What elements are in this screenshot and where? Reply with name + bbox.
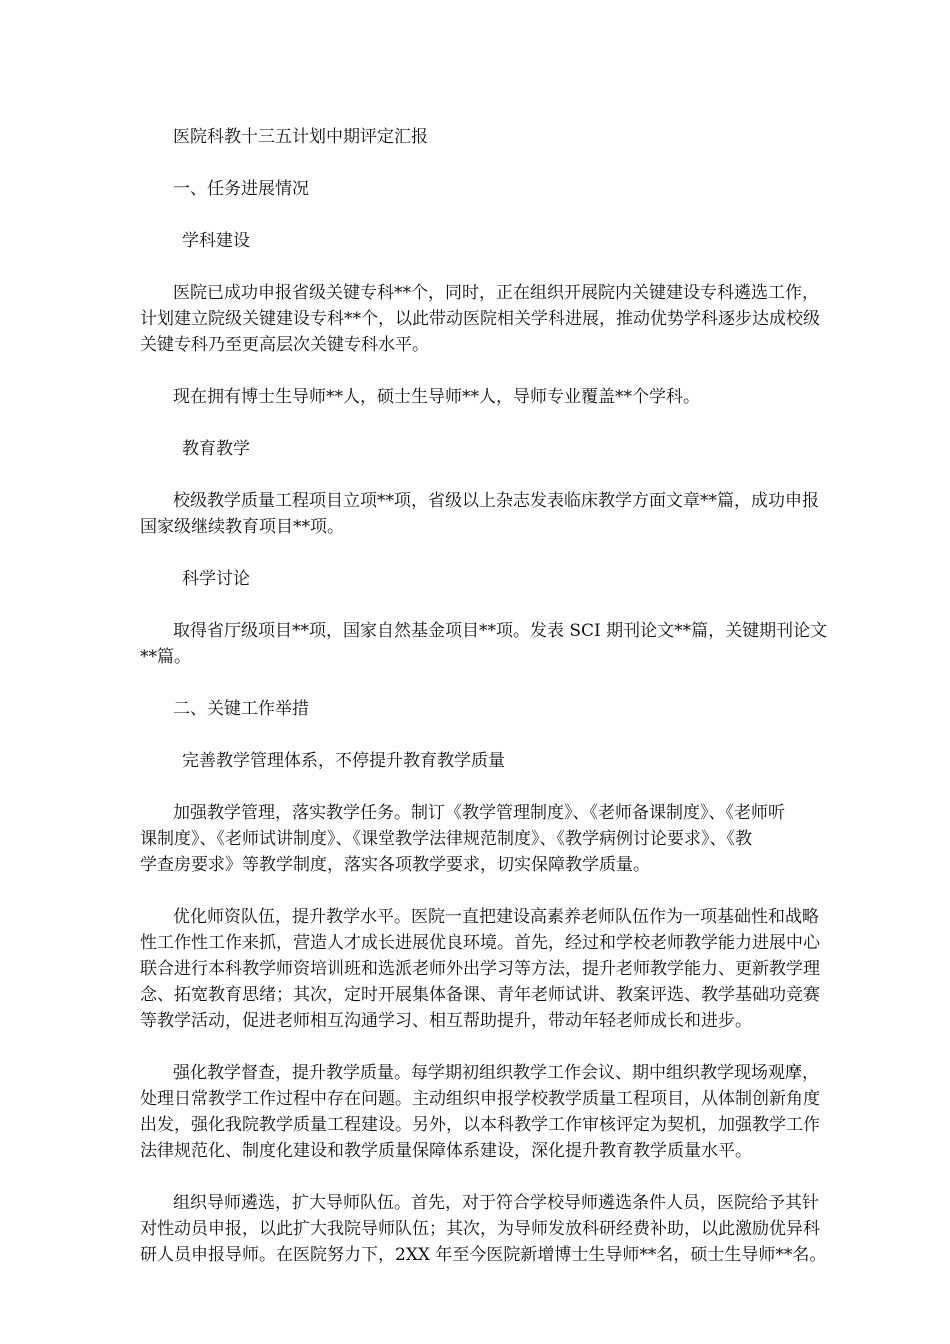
- paragraph-line: 等教学活动，促进老师相互沟通学习、相互帮助提升，带动年轻老师成长和进步。: [140, 1011, 752, 1031]
- paragraph-line: 处理日常教学工作过程中存在问题。主动组织申报学校教学质量工程项目，从体制创新角度: [140, 1089, 820, 1109]
- paragraph-line: 性工作性工作来抓，营造人才成长进展优良环境。首先，经过和学校老师教学能力进展中心: [140, 933, 820, 953]
- paragraph-line: 组织导师遴选，扩大导师队伍。首先，对于符合学校导师遴选条件人员，医院给予其针: [173, 1193, 819, 1213]
- section-heading-2: 二、关键工作举措: [173, 699, 309, 719]
- paragraph-line: 现在拥有博士生导师**人，硕士生导师**人，导师专业覆盖**个学科。: [173, 387, 700, 407]
- paragraph-line: 对性动员申报，以此扩大我院导师队伍；其次，为导师发放科研经费补助，以此激励优异科: [140, 1219, 820, 1239]
- paragraph-line: 国家级继续教育项目**项。: [140, 517, 344, 537]
- paragraph-line: 课制度》、《老师试讲制度》、《课堂教学法律规范制度》、《教学病例讨论要求》、《教: [140, 829, 752, 849]
- section-heading-1: 一、任务进展情况: [173, 179, 309, 199]
- subsection-heading-discipline: 学科建设: [182, 231, 250, 251]
- subsection-heading-management: 完善教学管理体系，不停提升教育教学质量: [182, 751, 505, 771]
- subsection-heading-research: 科学讨论: [182, 569, 250, 589]
- paragraph-line: 加强教学管理，落实教学任务。制订《教学管理制度》、《老师备课制度》、《老师听: [173, 803, 785, 823]
- paragraph-line: 关键专科乃至更高层次关键专科水平。: [140, 335, 429, 355]
- paragraph-line: 研人员申报导师。在医院努力下，2XX 年至今医院新增博士生导师**名，硕士生导师**名。: [140, 1245, 827, 1265]
- paragraph-line: 校级教学质量工程项目立项**项，省级以上杂志发表临床教学方面文章**篇，成功申报: [173, 491, 819, 511]
- paragraph-line: 念、拓宽教育思绪；其次，定时开展集体备课、青年老师试讲、教案评选、教学基础功竞赛: [140, 985, 820, 1005]
- paragraph-line: 出发，强化我院教学质量工程建设。另外，以本科教学工作审核评定为契机，加强教学工作: [140, 1115, 820, 1135]
- paragraph-line: 医院已成功申报省级关键专科**个，同时，正在组织开展院内关键建设专科遴选工作，: [173, 283, 819, 303]
- subsection-heading-education: 教育教学: [182, 439, 250, 459]
- paragraph-line: **篇。: [140, 647, 191, 667]
- paragraph-line: 取得省厅级项目**项，国家自然基金项目**项。发表 SCI 期刊论文**篇，关键期刊论文: [173, 621, 828, 641]
- paragraph-line: 计划建立院级关键建设专科**个，以此带动医院相关学科进展，推动优势学科逐步达成校级: [140, 309, 820, 329]
- paragraph-line: 优化师资队伍，提升教学水平。医院一直把建设高素养老师队伍作为一项基础性和战略: [173, 907, 819, 927]
- paragraph-line: 联合进行本科教学师资培训班和选派老师外出学习等方法，提升老师教学能力、更新教学理: [140, 959, 820, 979]
- document-title: 医院科教十三五计划中期评定汇报: [173, 127, 428, 147]
- paragraph-line: 法律规范化、制度化建设和教学质量保障体系建设，深化提升教育教学质量水平。: [140, 1141, 752, 1161]
- paragraph-line: 学查房要求》等教学制度，落实各项教学要求，切实保障教学质量。: [140, 855, 650, 875]
- paragraph-line: 强化教学督查，提升教学质量。每学期初组织教学工作会议、期中组织教学现场观摩，: [173, 1063, 819, 1083]
